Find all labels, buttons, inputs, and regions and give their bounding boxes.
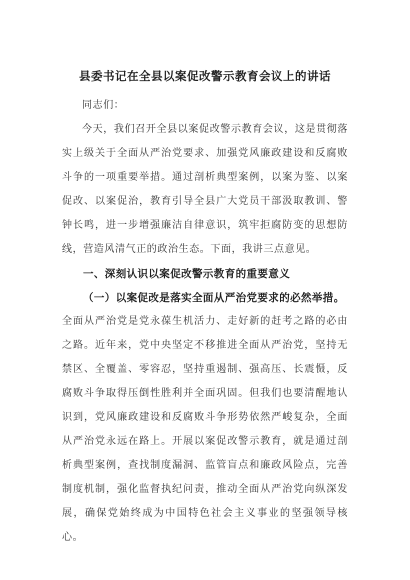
greeting: 同志们： bbox=[82, 100, 125, 111]
body-paragraph: 全面从严治党是党永葆生机活力、走好新的赶考之路的必由之路。近年来，党中央坚定不移推进全面从严治党，坚持无禁区、全覆盖、零容忍，坚持重遏制、强高压、长震慑，反腐败斗争取得压倒性胜利并全面巩固。但我们也要清醒地认识到，党风廉政建设和反腐败斗争形势依然严峻复杂，全面从严治党永远在路上。开展以案促改警示教育，就是通过剖析典型案例，查找制度漏洞、监管盲点和廉政风险点，完善制度机制，强化监督执纪问责，推动全面从严治党向纵深发展，确保党始终成为中国特色社会主义事业的坚强领导核心。 bbox=[62, 316, 348, 543]
subsection-heading: （一）以案促改是落实全面从严治党要求的必然举措。 bbox=[83, 292, 345, 304]
document-title: 县委书记在全县以案促改警示教育会议上的讲话 bbox=[79, 69, 331, 83]
section-heading: 一、深刻认识以案促改警示教育的重要意义 bbox=[83, 268, 291, 280]
intro-paragraph: 今天，我们召开全县以案促改警示教育会议，这是贯彻落实上级关于全面从严治党要求、加强党风廉政建设和反腐败斗争的一项重要举措。通过剖析典型案例，以案为鉴、以案促改、以案促治，教育引导全县广大党员干部汲取教训、警钟长鸣，进一步增强廉洁自律意识，筑牢拒腐防变的思想防线，营造风清气正的政治生态。下面，我讲三点意见。 bbox=[62, 124, 348, 255]
